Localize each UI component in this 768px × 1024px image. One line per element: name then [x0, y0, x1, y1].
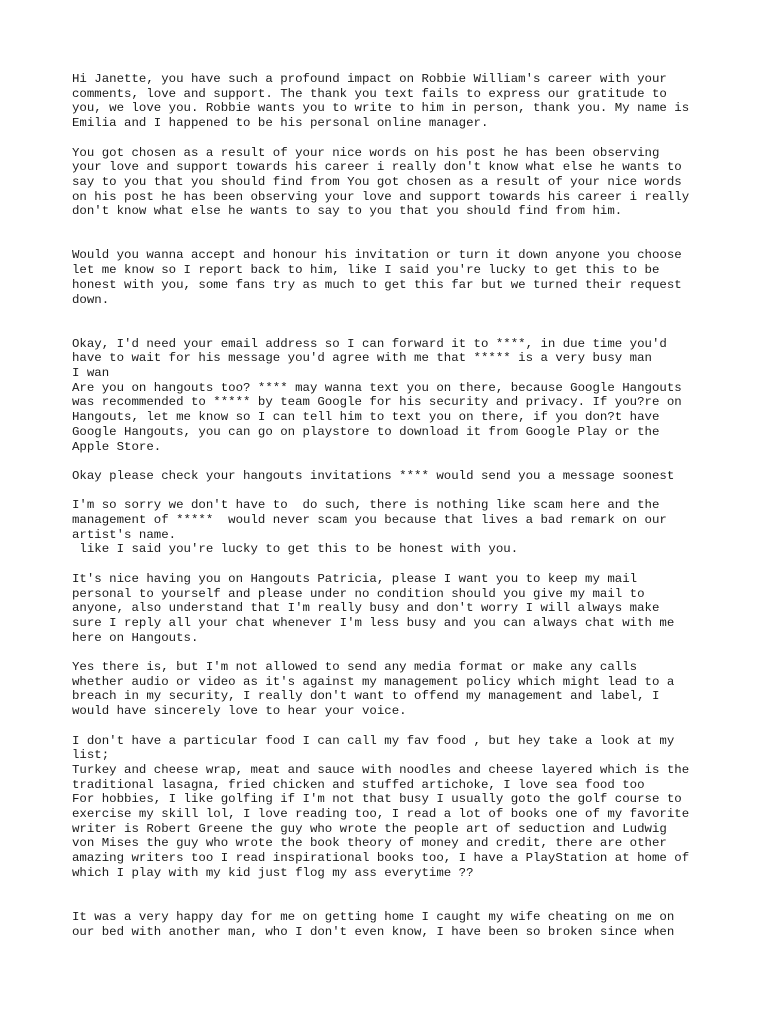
paragraph-happy-day: It was a very happy day for me on getting home I caught my wife cheating on me on our bed with another man, who I don't even know, I have been so broken since when — [72, 909, 675, 939]
paragraph-check-invitations: Okay please check your hangouts invitations **** would send you a message soonest — [72, 468, 675, 483]
paragraph-no-scam: I'm so sorry we don't have to do such, there is nothing like scam here and the management of ***** would never scam you because that lives a bad remark on our artist's name. like I said you're lucky to get this to be honest with you. — [72, 498, 667, 557]
paragraph-no-media: Yes there is, but I'm not allowed to send any media format or make any calls whether audio or video as it's against my management policy which might lead to a breach in my security, I really don't want to offend my management and label, I would have sincerely love to hear your voice. — [72, 660, 675, 719]
paragraph-food-hobbies: I don't have a particular food I can call my fav food , but hey take a look at my list; Turkey and cheese wrap, meat and sauce with noodles and cheese layered which is the traditional lasagna, fried chicken and stuffed artichoke, I love sea food too For hobbies, I like golfing if I'm not that busy I usually goto the golf course to exercise my skill lol, I love reading too, I read a lot of books one of my favorite writer is Robert Greene the guy who wrote the people art of seduction and Ludwig von Mises the guy who wrote the book theory of money and credit, there are other amazing writers too I read inspirational books too, I have a PlayStation at home of which I play with my kid just flog my ass everytime ?? — [72, 733, 690, 880]
paragraph-invitation: Would you wanna accept and honour his invitation or turn it down anyone you choose let me know so I report back to him, like I said you're lucky to get this to be honest with you, some fans try as much to get this far but we turned their request down. — [72, 248, 682, 307]
paragraph-keep-mail-private: It's nice having you on Hangouts Patricia, please I want you to keep my mail personal to yourself and please under no condition should you give my mail to anyone, also understand that I'm really busy and don't worry I will always make sure I reply all your chat whenever I'm less busy and you can always chat with me here on Hangouts. — [72, 571, 675, 645]
paragraph-hangouts-request: Okay, I'd need your email address so I can forward it to ****, in due time you'd have to wait for his message you'd agree with me that ***** is a very busy man I wan Are you on hangouts too? **** may wanna text you on there, because Google Hangouts was recommended to ***** by team Google for his security and privacy. If you?re on Hangouts, let me know so I can tell him to text you on there, if you don?t have Google Hangouts, you can go on playstore to download it from Google Play or the Apple Store. — [72, 336, 682, 454]
document-page — [72, 72, 752, 1024]
paragraph-chosen: You got chosen as a result of your nice words on his post he has been observing your love and support towards his career i really don't know what else he wants to say to you that you should find from You got chosen as a result of your nice words on his post he has been observing your love and support towards his career i really don't know what else he wants to say to you that you should find from him. — [72, 145, 690, 219]
paragraph-greeting: Hi Janette, you have such a profound impact on Robbie William's career with your comments, love and support. The thank you text fails to express our gratitude to you, we love you. Robbie wants you to write to him in person, thank you. My name is Emilia and I happened to be his personal online manager. — [72, 72, 690, 131]
